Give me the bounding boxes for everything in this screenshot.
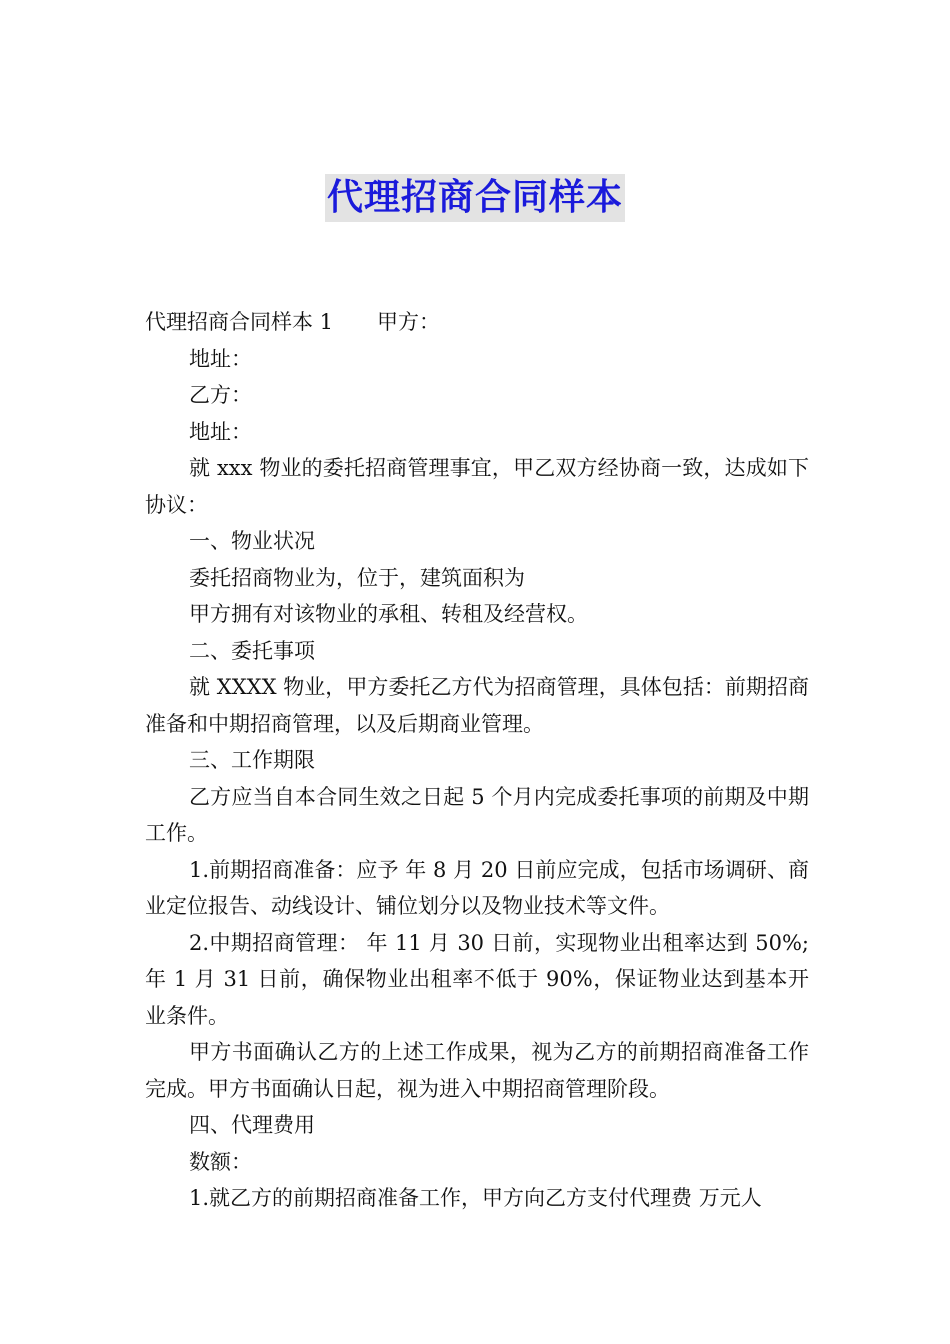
paragraph: 乙方应当自本合同生效之日起 5 个月内完成委托事项的前期及中期工作。 [145, 784, 809, 845]
section-heading: 四、代理费用 [189, 1113, 315, 1137]
contract-label: 代理招商合同样本 1 [145, 310, 334, 334]
paragraph: 就 XXXX 物业，甲方委托乙方代为招商管理，具体包括：前期招商准备和中期招商管理，以及后期商业管理。 [145, 675, 809, 736]
paragraph: 1.前期招商准备：应予 年 8 月 20 日前应完成，包括市场调研、商业定位报告、动线设计、铺位划分以及物业技术等文件。 [145, 857, 809, 918]
paragraph: 甲方书面确认乙方的上述工作成果，视为乙方的前期招商准备工作完成。甲方书面确认日起，视为进入中期招商管理阶段。 [145, 1040, 809, 1101]
paragraph: 委托招商物业为，位于，建筑面积为 [189, 565, 525, 590]
paragraph: 1.就乙方的前期招商准备工作，甲方向乙方支付代理费 万元人 [189, 1186, 762, 1210]
paragraph: 甲方拥有对该物业的承租、转租及经营权。 [189, 602, 588, 626]
document-body [145, 304, 809, 1217]
party-a-label: 甲方： [377, 310, 441, 334]
section-heading: 一、物业状况 [189, 529, 315, 553]
paragraph: 数额： [189, 1149, 252, 1174]
paragraph: 就 xxx 物业的委托招商管理事宜，甲乙双方经协商一致，达成如下协议： [145, 456, 809, 517]
section-heading: 二、委托事项 [189, 638, 315, 663]
document-title: 代理招商合同样本 [325, 174, 625, 222]
section-heading: 三、工作期限 [189, 748, 315, 772]
paragraph: 地址： [189, 346, 252, 371]
lead-line [145, 304, 809, 341]
paragraph: 乙方： [189, 383, 252, 407]
title-area [0, 174, 950, 222]
paragraph: 2.中期招商管理： 年 11 月 30 日前，实现物业出租率达到 50%; 年 1 月 31 日前，确保物业出租率不低于 90%，保证物业达到基本开业条件。 [145, 930, 809, 1028]
paragraph: 地址： [189, 419, 252, 444]
